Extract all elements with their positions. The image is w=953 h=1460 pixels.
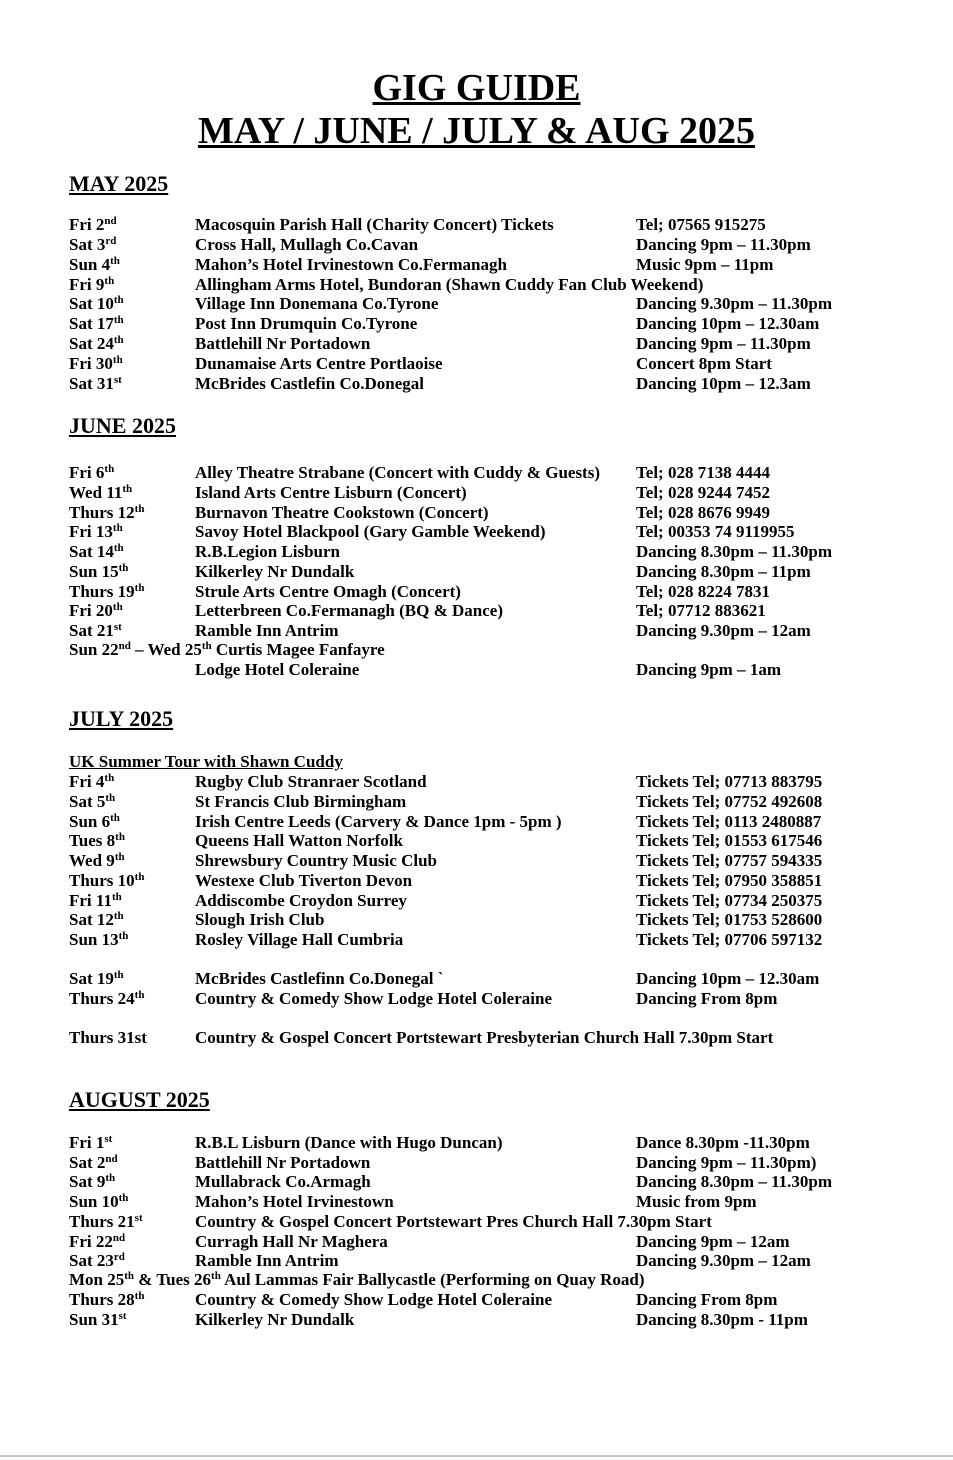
gig-venue: Strule Arts Centre Omagh (Concert)	[195, 581, 461, 601]
gig-info: Tickets Tel; 07757 594335	[636, 851, 823, 870]
gig-row	[0, 772, 953, 792]
gig-day: Thurs 12th	[69, 502, 145, 522]
july-last-row	[0, 1028, 953, 1048]
title-months: MAY / JUNE / JULY & AUG 2025	[197, 110, 756, 152]
gig-info: Tickets Tel; 07734 250375	[636, 890, 823, 910]
gig-info: Dancing 8.30pm – 11.30pm	[636, 1172, 832, 1192]
gig-venue: Savoy Hotel Blackpool (Gary Gamble Weekend)	[195, 522, 546, 542]
gig-venue: Allingham Arms Hotel, Bundoran (Shawn Cuddy Fan Club Weekend)	[195, 274, 704, 294]
gig-venue: Burnavon Theatre Cookstown (Concert)	[195, 502, 489, 522]
gig-day: Sun 10th	[69, 1192, 129, 1212]
gig-venue: Battlehill Nr Portadown	[195, 334, 371, 354]
gig-row	[0, 294, 953, 314]
gig-day: Tues 8th	[69, 831, 125, 851]
gig-row	[0, 562, 953, 582]
gig-venue: St Francis Club Birmingham	[195, 791, 407, 811]
gig-day: Sat 24th	[69, 334, 124, 354]
gig-day: Sun 31st	[69, 1310, 127, 1329]
gig-day: Thurs 31st	[69, 1028, 147, 1047]
lammas-fair-text: Mon 25th & Tues 26th Aul Lammas Fair Ballycastle (Performing on Quay Road)	[69, 1270, 645, 1289]
gig-day: Fri 6th	[69, 463, 115, 482]
gig-row	[0, 354, 953, 374]
gig-row	[0, 910, 953, 930]
gig-row	[0, 1212, 953, 1232]
gig-day: Sat 23rd	[69, 1251, 125, 1271]
gig-info: Dancing From 8pm	[636, 1290, 778, 1309]
june-heading: JUNE 2025	[69, 413, 176, 438]
gig-info: Dancing 8.30pm – 11.30pm	[636, 542, 832, 561]
gig-info: Tickets Tel; 0113 2480887	[636, 811, 822, 831]
gig-day: Wed 11th	[69, 482, 133, 502]
gig-row	[0, 503, 953, 523]
gig-venue: Shrewsbury Country Music Club	[195, 851, 437, 870]
gig-venue: Rosley Village Hall Cumbria	[195, 930, 404, 949]
gig-day: Fri 4th	[69, 772, 115, 791]
gig-row	[0, 851, 953, 871]
gig-day: Sat 31st	[69, 373, 122, 393]
gig-info: Tickets Tel; 07950 358851	[636, 870, 823, 890]
gig-info: Tickets Tel; 07706 597132	[636, 930, 823, 949]
gig-row	[0, 1251, 953, 1271]
gig-info: Dancing 9pm – 11.30pm)	[636, 1152, 817, 1172]
gig-row	[0, 582, 953, 602]
june-special-venue-row	[0, 660, 953, 680]
gig-day: Fri 2nd	[69, 215, 117, 234]
gig-info: Tel; 07712 883621	[636, 601, 766, 621]
gig-venue: Macosquin Parish Hall (Charity Concert) Tickets	[195, 215, 554, 234]
gig-day: Fri 9th	[69, 274, 115, 294]
gig-venue: Dunamaise Arts Centre Portlaoise	[195, 353, 443, 373]
gig-row	[0, 831, 953, 851]
june-special-row	[0, 640, 953, 660]
gig-row	[0, 235, 953, 255]
gig-row	[0, 1232, 953, 1252]
gig-venue: Village Inn Donemana Co.Tyrone	[195, 294, 439, 314]
gig-venue: Mahon’s Hotel Irvinestown	[195, 1192, 394, 1212]
gig-venue: Ramble Inn Antrim	[195, 621, 339, 640]
gig-row	[0, 601, 953, 621]
gig-info: Tel; 00353 74 9119955	[636, 522, 795, 542]
gig-day: Sat 12th	[69, 910, 124, 930]
gig-venue: R.B.L Lisburn (Dance with Hugo Duncan)	[195, 1133, 503, 1152]
gig-row	[0, 374, 953, 394]
gig-day: Sat 5th	[69, 791, 116, 811]
gig-day: Sat 14th	[69, 542, 124, 561]
gig-info: Tickets Tel; 01753 528600	[636, 910, 823, 930]
gig-day: Sat 3rd	[69, 234, 117, 254]
gig-row	[0, 812, 953, 832]
gig-info: Tel; 028 8676 9949	[636, 502, 770, 522]
gig-day: Sun 13th	[69, 930, 129, 949]
gig-day: Fri 13th	[69, 522, 123, 542]
gig-row	[0, 463, 953, 483]
gig-row	[0, 792, 953, 812]
gig-row	[0, 1290, 953, 1310]
gig-day: Thurs 21st	[69, 1211, 143, 1231]
gig-day: Sat 9th	[69, 1172, 116, 1192]
gig-venue: Kilkerley Nr Dundalk	[195, 561, 355, 581]
gig-venue: Island Arts Centre Lisburn (Concert)	[195, 482, 467, 502]
gig-row	[0, 1133, 953, 1153]
gig-day: Fri 20th	[69, 601, 123, 621]
gig-day: Sat 19th	[69, 969, 124, 988]
gig-info: Dancing From 8pm	[636, 989, 778, 1008]
gig-row	[0, 483, 953, 503]
gig-info: Tel; 028 7138 4444	[636, 463, 770, 482]
gig-venue: Mullabrack Co.Armagh	[195, 1172, 371, 1192]
may-heading: MAY 2025	[69, 171, 169, 196]
gig-day: Sat 10th	[69, 294, 124, 314]
gig-venue: Country & Gospel Concert Portstewart Presbyterian Church Hall 7.30pm Start	[195, 1028, 774, 1047]
gig-info: Dancing 8.30pm – 11pm	[636, 561, 811, 581]
gig-venue: Alley Theatre Strabane (Concert with Cuddy & Guests)	[195, 463, 600, 482]
gig-info: Dancing 10pm – 12.30am	[636, 969, 820, 988]
gig-venue: Queens Hall Watton Norfolk	[195, 831, 403, 851]
gig-info: Tel; 07565 915275	[636, 215, 766, 234]
gig-row	[0, 275, 953, 295]
gig-venue: Irish Centre Leeds (Carvery & Dance 1pm - 5pm )	[195, 811, 562, 831]
gig-row	[0, 969, 953, 989]
gig-day: Sat 17th	[69, 314, 124, 334]
page-bottom-divider	[0, 1455, 953, 1457]
gig-row	[0, 621, 953, 641]
gig-venue: McBrides Castlefinn Co.Donegal `	[195, 969, 444, 988]
gig-info: Tickets Tel; 07713 883795	[636, 772, 823, 791]
gig-day: Thurs 19th	[69, 581, 145, 601]
gig-venue: Slough Irish Club	[195, 910, 325, 930]
august-lammas-row	[0, 1270, 953, 1290]
gig-info: Dance 8.30pm -11.30pm	[636, 1133, 810, 1152]
gig-venue: Battlehill Nr Portadown	[195, 1152, 371, 1172]
gig-venue: Country & Comedy Show Lodge Hotel Coleraine	[195, 989, 552, 1008]
gig-row	[0, 1192, 953, 1212]
gig-venue: Kilkerley Nr Dundalk	[195, 1310, 355, 1329]
gig-venue: Country & Comedy Show Lodge Hotel Coleraine	[195, 1290, 552, 1309]
gig-day: Sat 2nd	[69, 1152, 118, 1172]
gig-info: Dancing 9pm – 1am	[636, 660, 781, 679]
gig-venue: Cross Hall, Mullagh Co.Cavan	[195, 234, 419, 254]
gig-info: Dancing 9.30pm – 11.30pm	[636, 294, 832, 314]
gig-venue: Post Inn Drumquin Co.Tyrone	[195, 314, 418, 334]
august-heading: AUGUST 2025	[69, 1087, 210, 1112]
gig-info: Music from 9pm	[636, 1192, 757, 1212]
gig-day: Wed 9th	[69, 851, 125, 870]
gig-day: Sun 15th	[69, 561, 129, 581]
uk-tour-subheading: UK Summer Tour with Shawn Cuddy	[69, 752, 343, 771]
gig-info: Dancing 9pm – 12am	[636, 1231, 790, 1251]
gig-info: Tel; 028 9244 7452	[636, 482, 770, 502]
gig-venue: Ramble Inn Antrim	[195, 1251, 339, 1271]
gig-info: Dancing 9pm – 11.30pm	[636, 334, 811, 354]
gig-day: Sun 4th	[69, 254, 120, 274]
gig-venue: McBrides Castlefin Co.Donegal	[195, 373, 425, 393]
gig-day: Fri 1st	[69, 1133, 113, 1152]
gig-info: Dancing 9.30pm – 12am	[636, 621, 811, 640]
gig-day: Fri 22nd	[69, 1231, 126, 1251]
gig-venue: Letterbreen Co.Fermanagh (BQ & Dance)	[195, 601, 503, 621]
gig-venue: Addiscombe Croydon Surrey	[195, 890, 407, 910]
gig-row	[0, 1172, 953, 1192]
gig-info: Music 9pm – 11pm	[636, 254, 774, 274]
gig-info: Concert 8pm Start	[636, 353, 772, 373]
gig-row	[0, 930, 953, 950]
gig-day: Thurs 28th	[69, 1290, 145, 1309]
gig-day: Sat 21st	[69, 621, 122, 640]
gig-day: Fri 30th	[69, 353, 123, 373]
gig-info: Dancing 10pm – 12.3am	[636, 373, 811, 393]
gig-day: Sun 6th	[69, 811, 120, 831]
gig-venue: Curragh Hall Nr Maghera	[195, 1231, 388, 1251]
july-heading: JULY 2025	[69, 706, 174, 731]
title-gig-guide: GIG GUIDE	[372, 67, 581, 109]
gig-row	[0, 871, 953, 891]
gig-info: Dancing 10pm – 12.30am	[636, 314, 820, 334]
gig-row	[0, 314, 953, 334]
gig-row	[0, 542, 953, 562]
gig-info: Dancing 9.30pm – 12am	[636, 1251, 811, 1271]
gig-day: Fri 11th	[69, 890, 122, 910]
gig-venue: Rugby Club Stranraer Scotland	[195, 772, 427, 791]
gig-venue: Country & Gospel Concert Portstewart Pres Church Hall 7.30pm Start	[195, 1211, 712, 1231]
gig-venue: Westexe Club Tiverton Devon	[195, 870, 413, 890]
gig-day: Thurs 10th	[69, 870, 145, 890]
gig-info: Tickets Tel; 07752 492608	[636, 791, 823, 811]
gig-row	[0, 891, 953, 911]
gig-row	[0, 334, 953, 354]
gig-row	[0, 215, 953, 235]
gig-row	[0, 255, 953, 275]
gig-info: Dancing 8.30pm - 11pm	[636, 1310, 808, 1329]
june-special-dates: Sun 22nd – Wed 25th Curtis Magee Fanfayre	[69, 640, 385, 659]
gig-venue: Lodge Hotel Coleraine	[195, 660, 360, 679]
gig-info: Tickets Tel; 01553 617546	[636, 831, 823, 851]
gig-info: Tel; 028 8224 7831	[636, 581, 770, 601]
gig-row	[0, 1310, 953, 1330]
gig-row	[0, 1153, 953, 1173]
gig-row	[0, 989, 953, 1009]
gig-venue: Mahon’s Hotel Irvinestown Co.Fermanagh	[195, 254, 507, 274]
gig-day: Thurs 24th	[69, 989, 145, 1008]
gig-info: Dancing 9pm – 11.30pm	[636, 234, 811, 254]
gig-venue: R.B.Legion Lisburn	[195, 542, 341, 561]
gig-row	[0, 522, 953, 542]
